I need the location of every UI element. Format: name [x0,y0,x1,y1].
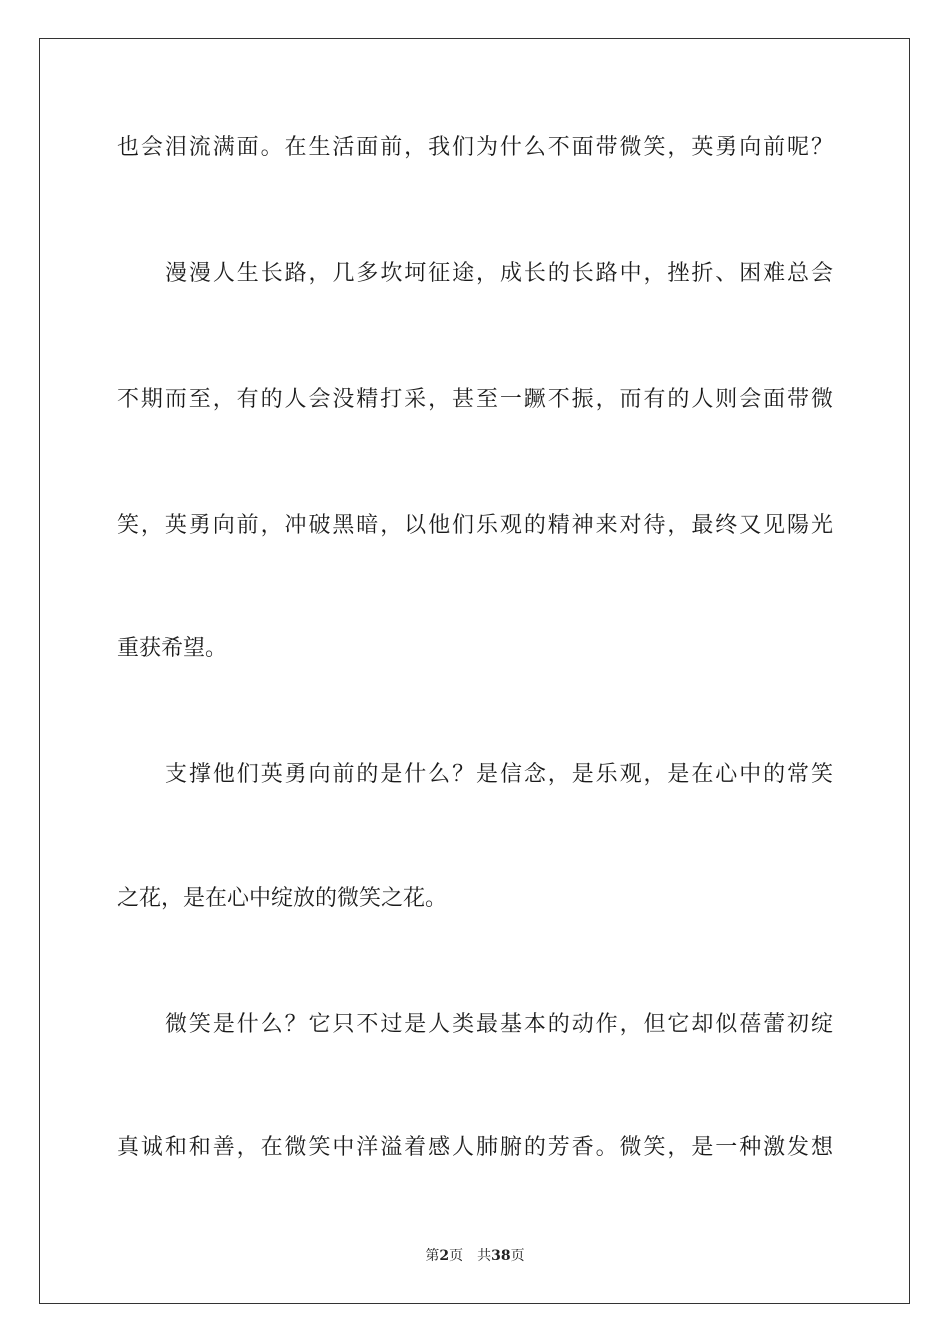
text-line-6: 支撑他们英勇向前的是什么？是信念，是乐观，是在心中的常笑 [165,762,833,787]
text-line-9: 真诚和和善，在微笑中洋溢着感人肺腑的芳香。微笑，是一种激发想 [117,1135,833,1160]
footer-page-prefix: 第 [425,1248,440,1264]
page-border [39,38,910,1304]
page-footer [0,1246,950,1266]
text-line-5: 重获希望。 [117,636,228,661]
text-line-4: 笑，英勇向前，冲破黑暗，以他们乐观的精神来对待，最终又见陽光 [117,513,833,538]
footer-page-suffix: 页 [449,1248,464,1264]
text-line-3: 不期而至，有的人会没精打采，甚至一蹶不振，而有的人则会面带微 [117,387,833,412]
footer-total-prefix: 共 [477,1248,492,1264]
footer-total-suffix: 页 [510,1248,525,1264]
text-line-7: 之花，是在心中绽放的微笑之花。 [117,886,448,911]
text-line-8: 微笑是什么？它只不过是人类最基本的动作，但它却似蓓蕾初绽 [165,1012,833,1037]
footer-page-number: 2 [439,1248,450,1264]
text-line-1: 也会泪流满面。在生活面前，我们为什么不面带微笑，英勇向前呢？ [117,135,833,160]
footer-total-pages: 38 [491,1248,511,1264]
text-line-2: 漫漫人生长路，几多坎坷征途，成长的长路中，挫折、困难总会 [165,261,833,286]
